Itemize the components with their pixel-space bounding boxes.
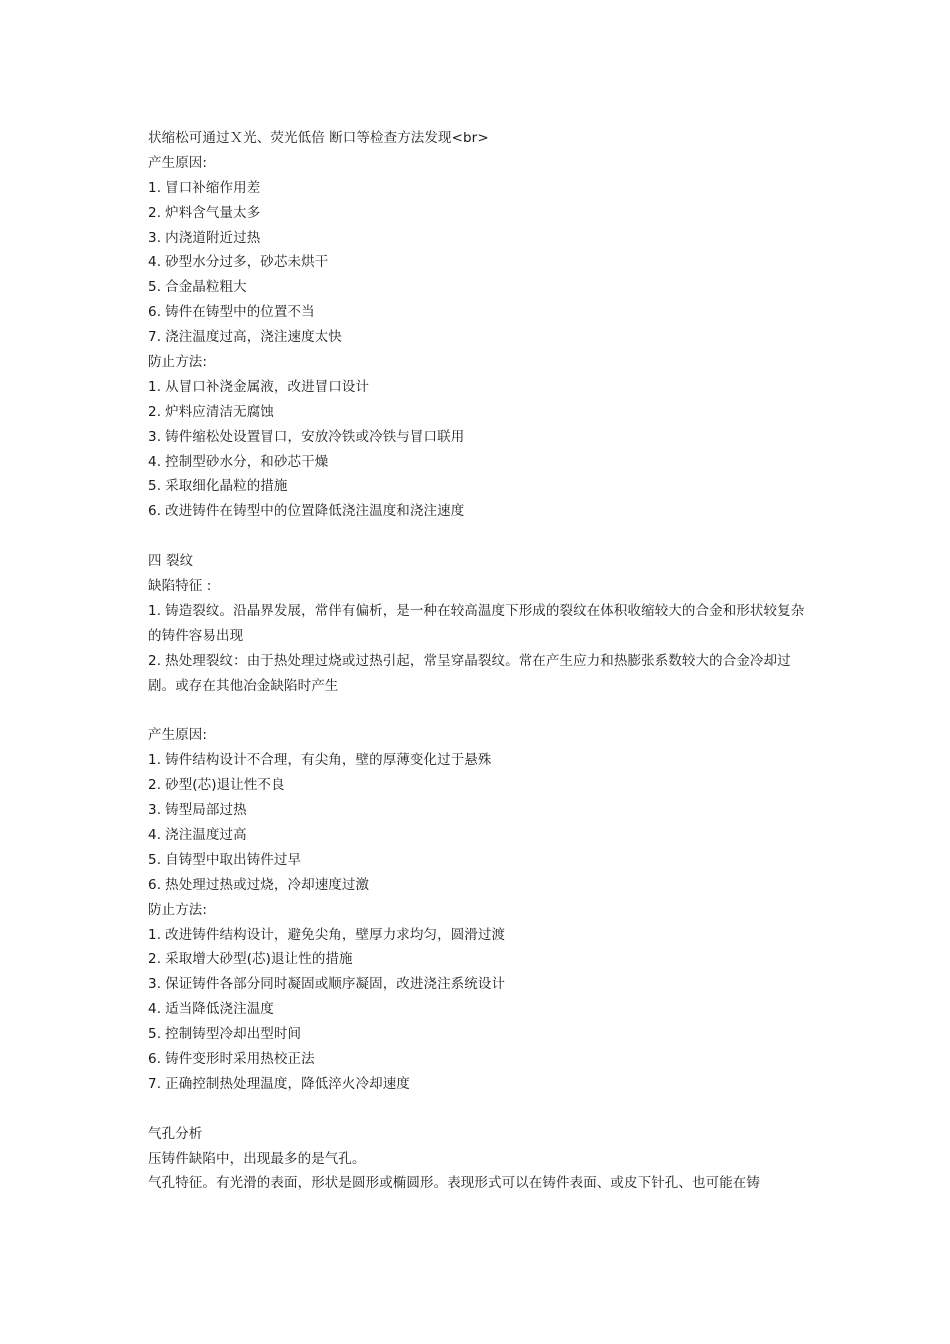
list-number: 4.: [148, 827, 162, 843]
list-text: 砂型(芯)退让性不良: [165, 777, 285, 794]
list-item: [148, 400, 808, 425]
list-number: 3.: [148, 802, 162, 819]
list-number: 3.: [148, 976, 162, 993]
list-number: 2.: [148, 204, 162, 221]
list-item: [148, 375, 808, 400]
list-item: [148, 250, 808, 275]
list-text: 采取增大砂型(芯)退让性的措施: [165, 951, 353, 968]
section-title-pores: 气孔分析: [148, 1125, 203, 1142]
list-item: [148, 226, 808, 251]
list-number: 5.: [148, 478, 162, 495]
list-item: [148, 599, 808, 649]
causes-heading: 产生原因:: [148, 154, 208, 171]
list-number: 3.: [148, 428, 162, 445]
list-item: [148, 425, 808, 450]
prevention-heading: 防止方法:: [148, 901, 208, 918]
list-number: 7.: [148, 329, 162, 346]
list-text: 浇注温度过高: [165, 827, 247, 843]
list-text: 内浇道附近过热: [165, 229, 261, 246]
list-number: 2.: [148, 951, 162, 968]
list-number: 2.: [148, 777, 162, 794]
list-item: [148, 176, 808, 201]
list-number: 1.: [148, 602, 162, 619]
list-number: 2.: [148, 652, 162, 669]
section-title-cracks: 四 裂纹: [148, 553, 194, 570]
list-number: 4.: [148, 1001, 162, 1018]
list-number: 5.: [148, 851, 162, 868]
list-item: [148, 474, 808, 499]
list-number: 5.: [148, 279, 162, 296]
features-heading: 缺陷特征 :: [148, 578, 212, 595]
list-item: [148, 201, 808, 226]
list-text: 铸件缩松处设置冒口，安放冷铁或冷铁与冒口联用: [165, 428, 465, 445]
list-text: 控制铸型冷却出型时间: [165, 1026, 302, 1043]
list-text: 正确控制热处理温度，降低淬火冷却速度: [165, 1075, 410, 1092]
list-item: [148, 972, 808, 997]
list-text: 从冒口补浇金属液，改进冒口设计: [165, 378, 370, 395]
list-item: [148, 1022, 808, 1047]
list-text: 砂型水分过多，砂芯未烘干: [165, 254, 329, 271]
list-number: 7.: [148, 1075, 162, 1092]
list-number: 1.: [148, 378, 162, 395]
list-item: [148, 947, 808, 972]
list-item: [148, 1072, 808, 1097]
list-item: [148, 823, 808, 848]
list-item: [148, 1047, 808, 1072]
list-text: 热处理裂纹：由于热处理过烧或过热引起，常呈穿晶裂纹。常在产生应力和热膨张系数较大的合金冷却过剧。或存在其他冶金缺陷时产生: [148, 652, 791, 694]
list-item: [148, 873, 808, 898]
paragraph-line: 压铸件缺陷中，出现最多的是气孔。: [148, 1150, 366, 1167]
list-text: 适当降低浇注温度: [165, 1001, 274, 1018]
document-page: [148, 126, 808, 1196]
list-text: 自铸型中取出铸件过早: [165, 851, 302, 868]
list-text: 合金晶粒粗大: [165, 279, 247, 296]
list-text: 铸件在铸型中的位置不当: [165, 304, 315, 321]
list-text: 采取细化晶粒的措施: [165, 478, 288, 495]
list-number: 3.: [148, 229, 162, 246]
list-item: [148, 848, 808, 873]
list-text: 保证铸件各部分同时凝固或顺序凝固，改进浇注系统设计: [165, 976, 506, 993]
blank-line: [148, 1097, 808, 1122]
list-item: [148, 773, 808, 798]
list-item: [148, 923, 808, 948]
prevention-heading: 防止方法:: [148, 354, 208, 371]
list-text: 改进铸件在铸型中的位置降低浇注温度和浇注速度: [165, 503, 465, 520]
list-number: 4.: [148, 254, 162, 271]
list-text: 热处理过热或过烧，冷却速度过激: [165, 876, 370, 893]
paragraph-line: 气孔特征。有光滑的表面，形状是圆形或椭圆形。表现形式可以在铸件表面、或皮下针孔、也可能在铸: [148, 1175, 760, 1192]
list-item: [148, 748, 808, 773]
list-item: [148, 275, 808, 300]
list-number: 6.: [148, 1051, 162, 1068]
list-item: [148, 450, 808, 475]
list-number: 5.: [148, 1026, 162, 1043]
list-text: 铸件变形时采用热校正法: [165, 1051, 315, 1068]
blank-line: [148, 524, 808, 549]
causes-heading: 产生原因:: [148, 727, 208, 744]
list-item: [148, 300, 808, 325]
list-number: 1.: [148, 926, 162, 943]
list-text: 浇注温度过高，浇注速度太快: [165, 329, 342, 346]
list-item: [148, 499, 808, 524]
list-item: [148, 997, 808, 1022]
list-text: 炉料含气量太多: [165, 204, 261, 221]
list-text: 铸造裂纹。沿晶界发展，常伴有偏析，是一种在较高温度下形成的裂纹在体积收缩较大的合金和形状较复杂的铸件容易出现: [148, 602, 805, 644]
list-number: 6.: [148, 304, 162, 321]
list-text: 铸件结构设计不合理，有尖角，壁的厚薄变化过于悬殊: [165, 752, 492, 769]
blank-line: [148, 699, 808, 724]
list-item: [148, 649, 808, 699]
list-number: 1.: [148, 179, 162, 196]
list-text: 改进铸件结构设计，避免尖角，壁厚力求均匀，圆滑过渡: [165, 926, 506, 943]
list-text: 冒口补缩作用差: [165, 179, 261, 196]
list-item: [148, 325, 808, 350]
intro-line: 状缩松可通过Ｘ光、荧光低倍 断口等检查方法发现<br>: [148, 130, 489, 146]
list-text: 炉料应清洁无腐蚀: [165, 403, 274, 420]
list-item: [148, 798, 808, 823]
list-text: 铸型局部过热: [165, 802, 247, 819]
list-number: 4.: [148, 453, 162, 470]
list-number: 6.: [148, 503, 162, 520]
list-text: 控制型砂水分，和砂芯干燥: [165, 453, 329, 470]
list-number: 2.: [148, 403, 162, 420]
list-number: 6.: [148, 876, 162, 893]
list-number: 1.: [148, 752, 162, 769]
